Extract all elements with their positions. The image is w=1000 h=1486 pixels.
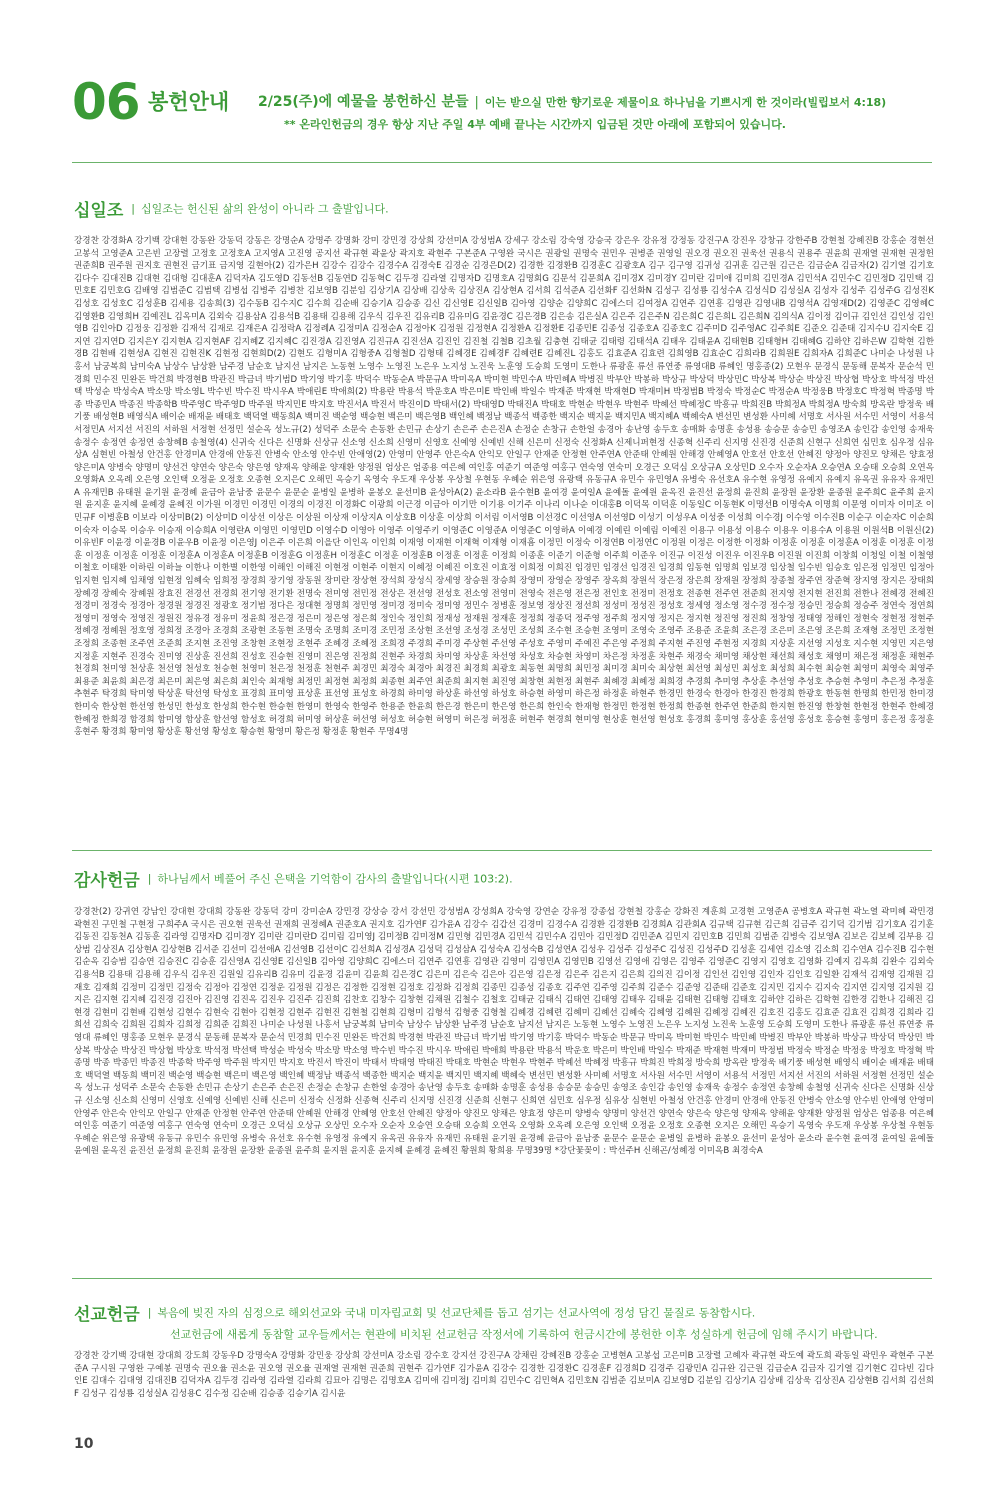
header-subtitle	[258, 91, 886, 111]
mission-names-list: 강경찬 강기백 강대현 강대희 강도희 강동우D 강명숙A 강명화 강민웅 강상희 강선미A 강소림 강수호 강지선 강진구A 강채린 강혜진B 강홍순 고병현A 고봉섭 고은미B 고장렬 고혜자 곽규현 곽도예 곽도희 곽동일 곽민우 곽현주 구본준A 구시원 구영완 구예봉 권명숙 권오율 권소윤 권오영 권오율 권재열 권재현 권준희 권현주 김가연F 김가윤A 김강수 김경한 김경환C 김경훈F 김경희D 김경주 김광민A 김규완 김근원 김금순A 김금자 김기열 김기현C 김다빈 김다인E 김대수 김대영 김대진B 김덕자A 김두경 김라영 김라열 김라희 김묘아 김명은 김명호A 김미애 김미정J 김미희 김민수C 김민혁A 김민호N 김범준 김보미A 김보영D 김분임 김상기A 김상배 김상욱 김상진A 김상현B 김서희 김선희F 김성구 김성룡 김성실A 김성용C 김수정 김순배 김승종 김승기A 김시윤	[74, 1351, 934, 1399]
bible-verse: 이는 받으실 만한 향기로운 제물이요 하나님을 기쁘시게 한 것이라(빌립보서 4:18)	[484, 96, 887, 109]
page-header	[72, 72, 952, 142]
thanks-description: 하나님께서 베풀어 주신 은택을 기억함이 감사의 출발입니다(시편 103:2).	[157, 872, 513, 886]
thanks-names-list: 강경찬(2) 강귀연 강남인 강대현 강대희 강동완 강동덕 강미 강미순A 강민경 강상승 강서 강선민 강성범A 강성희A 강숙영 강연순 강유정 강종섭 강현철 강홍순 강화진 계훈희 고경현 고영준A 공병호A 곽규현 곽노열 곽미혜 곽민경 곽현진 구민철 구현정 구희주A 국시은 권오현 권욱선 권재희 권정혜A 권준호A 권지호 김가연F 김가윤A 김강수 김갑선 김경미 김경수A 김경환 김경환B 김경희A 김관회A 김규택 김규현 김근희 김금주 김기덕 김기범 김기호A 김기훈 김동진 김동천A 김동훈 김라영 김명자D 김미경Y 김미란 김미란D 김미림 김미영J 김미정B 김미정M 김민형 김민경A 김민석 김민수A 김민아 김민정D 김민준A 김민지 김민호B 김민희 김범준 김병숙 김보영A 김보은 김보혜 김부용 김상범 김상진A 김상현A 김상현B 김서준 김선미 김선애A 김선영B 김선이C 김선희A 김성경A 김성덕 김성삼A 김성숙A 김성숙B 김성연A 김성우 김성주 김성주C 김성진 김성주D 김성훈 김세연 김소영 김소희 김수연A 김수진B 김수현 김순옥 김승범 김승연 김승진C 김승훈 김신영A 김신영E 김신일B 김아영 김양희C 김에스더 김연주 김연흥 김영관 김영미 김영민A 김영민B 김영선 김영애 김영은 김영주 김영준C 김영지 김영호 김영화 김예지 김옥희 김완수 김외숙 김용석B 김용태 김용해 김우식 김우진 김원일 김유리B 김유미 김윤경 김윤미 김윤희 김은경C 김은미 김은숙 김은아 김은영 김은정 김은주 김은지 김은희 김의진 김이정 김인선 김인영 김인자 김인호 김일환 김재석 김재영 김재원 김재호 김재희 김정미 김정민 김정숙 김정아 김정연 김정운 김정원 김정은 김정한 김정현 김정호 김정화 김정희 김종민 김종성 김종호 김주연 김주영 김주희 김준수 김준영 김준태 김준호 김지민 김지수 김지숙 김지연 김지영 김지원 김지은 김지현 김지혜 김진경 김진아 김진영 김진옥 김진우 김진주 김진희 김찬호 김창수 김창현 김채원 김철수 김철호 김태균 김태식 김태연 김태영 김태우 김태윤 김태현 김태형 김태호 김하얀 김하은 김학현 김한경 김한나 김해진 김현경 김현미 김현배 김현성 김현수 김현숙 김현아 김현정 김현주 김현진 김현철 김현희 김형미 김형석 김형중 김형철 김혜경 김혜련 김혜미 김혜선 김혜숙 김혜영 김혜원 김혜정 김혜진 김호진 김홍도 김효준 김효진 김희경 김희라 김희선 김희숙 김희원 김희자 김희정 김희준 김희진 나미순 나성원 나홍서 남궁복희 남미숙 남상수 남상환 남주경 남순호 남지선 남지은 노동현 노영수 노영진 노은우 노지성 노진욱 노훈영 도승희 도영미 도한나 류광훈 류선 류연중 류영대 류혜인 명홍종 모현우 문경식 문동해 문복자 문순석 민경희 민수진 민완돈 박건희 박경현 박관진 박금녀 박기범 박기영 박기홍 박덕수 박동순 박문규 박미옥 박미현 박민수 박민혜 박병진 박부안 박봉하 박상규 박상덕 박상민 박상복 박상순 박상진 박상협 박상호 박석정 박선택 박성순 박성숙 박소망 박소영 박수빈 박수진 박시우 박애린 박애희 박용란 박용석 박운호 박은미 박인배 박일수 박재준 박재현 박재미 박정범 박정숙 박정순 박정웅 박정호 박정혁 박종명 박종 박종민 박종진 박종학 박주영 박주원 박지민 박지호 박진서 박진이 박태서 박태영 박태진 박태호 박현순 박현우 박현주 박혜선 박혜정 박흥규 박희진 박희정 방숙희 방옥란 방정욱 배기풍 배성현 배영식 배이순 배재윤 배태호 백덕열 백동희 백미진 백순영 백승현 백은미 백은영 백인혜 백정남 백종석 백종한 백지순 백지윤 백지민 백지혜 백혜숙 변선민 변성환 사미혜 서명호 서사원 서수민 서영이 서용석 서정민 서지선 서진의 서하원 서정현 선정민 설순옥 성노규 성덕주 소문숙 손동환 손민규 손상기 손은주 손은진 손정순 손창규 손한얼 송경아 송난영 송두호 송매화 송명훈 송성용 송승문 송승민 송영조 송인감 송인영 송재욱 송정수 송정연 송창혜 송철영 신귀숙 신다은 신명화 신상규 신소영 신소희 신영미 신영호 신예영 신예빈 신해 신은미 신정숙 신정화 신종혁 신주리 신지명 신진경 신준희 신현구 신희연 심민호 심우정 심유상 심현빈 아철성 안건홍 안경미 안경애 안동진 안병숙 안소영 안수빈 안애영 안영미 안영주 안은숙 안익모 안일구 안재준 안정현 안주연 안준태 안혜원 안해경 안혜영 안호선 안혜진 양정아 양진모 양채은 양효정 양은미 양병숙 양명미 양선건 양연숙 양은숙 양은영 양재옥 양해윤 양재환 양정원 엄상은 엄종용 여은혜 여인홍 여준기 여준영 여홍구 연숙영 연숙미 오경근 오덕심 오상규 오상민 오수자 오순자 오승연 오승태 오승희 오연옥 오영화 오옥례 오은영 오인택 오정윤 오정호 오종현 오지은 오해민 옥승기 옥영숙 우도재 우상봉 우상철 우현동 우혜순 위은영 유광택 유동규 유민수 유민영 유병숙 유선호 유수현 유영정 유예지 유옥권 유유자 유재민 유태원 윤기원 윤경혜 윤금아 윤남중 윤문수 윤문순 윤병일 윤병하 윤봉오 윤선미 윤성아 윤소라 윤수현 윤여경 윤여일 윤예돌 윤예원 윤옥진 윤진선 윤정희 윤진희 윤장원 윤장환 윤종원 윤주희 윤지원 윤지훈 윤지혜 윤혜경 윤혜진 황원희 황희용 무명39명 *강단꽃꽂이 : 박선주H 신해곤/성혜정 이미옥B 최경숙A	[74, 907, 934, 1157]
page-number: 10	[74, 1436, 94, 1452]
mission-description-2: 선교헌금에 새롭게 동참할 교우들께서는 현관에 비치된 선교헌금 작정서에 기록하여 헌금시간에 봉헌한 이후 성실하게 헌금에 임해 주시기 바랍니다.	[170, 1328, 878, 1341]
mission-heading	[74, 1300, 755, 1325]
tithe-heading	[74, 196, 389, 221]
mission-title: 선교헌금	[74, 1305, 140, 1325]
tithe-description: 십일조는 헌신된 삶의 완성이 아니라 그 출발입니다.	[141, 202, 389, 216]
divider	[72, 162, 932, 163]
section-title: 봉헌안내	[148, 90, 230, 114]
thanks-title: 감사헌금	[74, 871, 140, 891]
separator: |	[147, 1306, 152, 1319]
separator: |	[131, 202, 135, 215]
tithe-names-list: 강경찬 강경화A 강기백 강대현 강동완 강동덕 강동은 강명순A 강명주 강명화 강미 강민경 강상희 강선미A 강성범A 강세구 강소림 강숙영 강승국 강은우 강유정 강정동 강진구A 강진우 강창규 강한주B 강현철 강혜진B 강홍순 경현선 고봉석 고영준A 고은빈 고장렬 고정호 고정호A 고지영A 고진영 공지선 곽규현 곽윤상 곽지호 곽현주 구본준A 구영완 국시은 권광일 권명숙 권민우 권병준 권영일 권오경 권오진 권욱선 권용식 권용주 권윤희 권재열 권재현 권정헌 권준희B 권주원 권지호 권현진 금기표 금지영 길현아(2) 김가은H 김강수 김강수 김경수A 김경숙E 김경순 김경은D(2) 김경한 김경환B 김경훈C 김광호A 김구 김구영 김귀성 김귀훈 김근원 김근은 김금순A 김금자(2) 김기열 김기호 김다수 김대진B 김대현 김대형 김대훈A 김덕자A 김도영D 김동선B 김동연D 김동혁C 김두경 김라열 김명자D 김명호A 김명회G 김문석 김문희A 김미경X 김미경Y 김미란 김미애 김미희 김민경A 김민석A 김민수C 김민정D 김민택 김민호E 김민호G 김배영 김범준C 김범택 김병섭 김병주 김병찬 김보영B 김분임 김상기A 김상배 김상욱 김상진A 김상현A 김서희 김석준A 김선화F 김선화N 김성구 김성룡 김성수A 김성식D 김성실A 김성자 김성주 김성주G 김성진K 김성호 김성호C 김성훈B 김세용 김송희(3) 김수동B 김수지C 김수희 김순배 김승기A 김승종 김신 김신영E 김신일B 김아영 김양순 김양희C 김에스더 김여정A 김연주 김연흥 김영관 김영내B 김영석A 김영재D(2) 김영준C 김영혜C 김영환B 김영희H 김예진L 김옥미A 김외숙 김용삼A 김용석B 김용태 김용해 김우식 김우진 김유리B 김유미G 김윤경C 김은경B 김은송 김은실A 김은주 김은주N 김은희C 김은희L 김은희N 김의식A 김이정 김이규 김인선 김인성 김인영B 김인아D 김정웅 김정환 김재석 김재로 김재은A 김정락A 김정례A 김정미A 김정순A 김정아K 김정원 김정현A 김정환A 김정환E 김종민E 김종성 김종호A 김종호C 김주미D 김주영AC 김주희E 김준오 김준태 김지수U 김지숙E 김지연 김지연D 김지은Y 김지현A 김지현AF 김지혜Z 김지혜C 김진경A 김진영A 김진규A 김진선A 김진인 김진철 김철B 김초월 김충현 김태균 김태령 김태석A 김태우 김태윤A 김태현B 김태형H 김태혜G 김하얀 김하은W 김학현 김한경B 김현배 김현성A 김현진 김현진K 김현정 김현희D(2) 김현도 김형미A 김형중A 김형철D 김형태 김혜경E 김혜경F 김혜련E 김혜진L 김홍도 김효준A 김효련 김희영B 김효순C 김희라B 김희원E 김희자A 김희준C 나미순 나성원 나홍서 남궁복희 남미숙A 남상수 남상환 남주경 남순호 남지선 남지은 노동현 노영수 노영진 노은우 노지성 노진욱 노훈영 도승희 도영미 도한나 류광훈 류선 류연중 류영대B 류혜인 명홍종(2) 모현우 문경식 문동해 문복자 문순석 민경희 민수진 민완돈 박건희 박경현B 박관진 박금녀 박기범D 박기영 박기홍 박덕수 박동순A 박문규A 박미옥A 박미현 박민수A 박민혜A 박병진 박부안 박봉하 박상규 박상덕 박상민C 박상복 박상순 박상진 박상협 박상호 박석정 박선택 박성순 박성숙A 박소망 박소영L 박수빈 박수진 박시우A 박애린E 박애희(2) 박용란 박용석 박운호A 박은미E 박인배 박일수 박재준 박재현 박재현D 박재미H 박정범B 박정숙 박정순C 박정순A 박정웅B 박정호C 박정혁 박종명 박종 박종민A 박종진 박종학B 박주영C 박주영D 박주원 박지민E 박지호 박진서A 박진서 박진이D 박태서(2) 박태영D 박태진A 박태호 박현순 박현우 박현주 박혜선 박혜정C 박흥규 박희진B 박희정A 박희정A 방숙희 방옥란 방정욱 배기풍 배성현B 배영식A 배이순 배재윤 배태호 백덕열 백동희A 백미진 백순영 백승현 백은미 백은영B 백인혜 백정남 백종석 백종한 백지순 백지윤 백지민A 백지혜A 백혜숙A 변선민 변성환 사미혜 서명호 서사원 서수민 서영이 서용석 서정민A 서지선 서진의 서하원 서정현 선정민 설순옥 성노규(2) 성덕주 소문숙 손동환 손민규 손상기 손은주 손은진A 손정순 손창규 손한얼 송경아 송난영 송두호 송매화 송명훈 송성용 송승문 송승민 송영조A 송인감 송인영 송재욱 송정수 송정연 송정연 송창혜B 송철영(4) 신귀숙 신다은 신명화 신상규 신소영 신소희 신영미 신영호 신예영 신예빈 신해 신은미 신정숙 신정화A 신제니퍼현정 신종혁 신주리 신지명 신진경 신준희 신현구 신희연 심민호 심우정 심유상A 심현빈 아철성 안건홍 안경미A 안경애 안동진 안병숙 안소영 안수빈 안애영(2) 안영미 안영주 안은숙A 안익모 안일구 안재준 안정현 안주연A 안준태 안혜원 안해경 안혜영A 안호선 안호선 안혜진 양정아 양진모 양채은 양효정 양은미A 양병숙 양명미 양선건 양연숙 양은숙 양은영 양재옥 양해윤 양재환 양정원 엄상은 엄종용 여은혜 여인홍 여준기 여준영 여홍구 연숙영 연숙미 오경근 오덕심 오상규A 오상민D 오수자 오순자A 오승연A 오승태 오승희 오연옥 오영화A 오옥례 오은영 오인택 오정윤 오정호 오종현 오지은C 오해민 옥승기 옥영숙 우도재 우상봉 우상철 우현동 우혜순 위은영 유광택 유동규A 유민수 유민영A 유병숙 유선호A 유수현 유영정 유예지 유예지 유옥권 유유자 유재민A 유재민B 유태원 윤기원 윤경혜 윤금아 윤남중 윤문수 윤문순 윤병일 윤병하 윤봉오 윤선미B 윤성아A(2) 윤소라B 윤수현B 윤여경 윤여일A 윤예돌 윤예원 윤옥진 윤진선 윤정희 윤진희 윤장원 윤장환 윤종원 윤주희C 윤주희 윤지원 윤지훈 윤지혜 윤혜경 윤혜진 이가원 이경민 이경민 이경의 이경진 이경화C 이광희 이근경 이금아 이기만 이기용 이기주 이나리 이나순 이대홍B 이덕목 이덕훈 이동일C 이동현K 이명선B 이명숙A 이명희 이문영 이미자 이미조 이민규F 이병훈B 이보라 이상미B(2) 이상미D 이상선 이상은 이상원 이상재 이상지A 이상호B 이상훈 이상희 이서림 이서영B 이선경C 이선영A 이선영D 이성기 이성우A 이성중 이성희 이수경J 이수영 이수진B 이순구 이순자C 이순희 이숙자 이승목 이승우 이승재 이승희A 이영란A 이영민 이영민D 이영수D 이영아 이영주 이영주키 이영준C 이영준A 이영준C 이영하A 이예경 이예린 이예림 이예진 이용구 이용성 이용수 이용우 이용수A 이용원 이원석B 이원신(2) 이유빈F 이윤경 이윤경B 이윤우B 이윤정 이은영J 이은주 이은희 이을단 이인옥 이인희 이재영 이재현 이재혁 이재형 이재흠 이정민 이정숙 이정연B 이정연C 이정원 이정은 이정한 이정화 이정훈 이정훈 이정훈A 이정훈 이정훈 이정훈 이정훈 이정훈 이정훈 이정훈A 이정훈A 이정훈B 이정훈G 이정훈H 이정훈C 이정훈 이정훈B 이정훈 이정훈 이정희 이종훈 이준기 이준형 이주희 이준우 이진규 이진성 이진우 이진우B 이진원 이진희 이창희 이청일 이철 이철영 이철호 이태환 이하린 이하늘 이한나 이한별 이한영 이해인 이해진 이현정 이현주 이현지 이혜정 이혜진 이호진 이효정 이희정 이희진 임경민 임경선 임경진 임경희 임동현 임명희 임보경 임상철 임수빈 임승호 임은정 임정민 임정아 임지현 임지혜 임채영 임현정 임혜숙 임희정 장경희 장기영 장동원 장미란 장상현 장석희 장성식 장세영 장승원 장승희 장영미 장영순 장영주 장옥희 장원석 장은정 장은희 장재원 장정희 장종철 장주연 장준혁 장지영 장지은 장태희 장혜경 장혜숙 장혜원 장효진 전경선 전경희 전기영 전기환 전명숙 전미영 전민정 전상은 전선영 전성호 전소영 전영미 전영숙 전은영 전은정 전인호 전정미 전정호 전종현 전주연 전준희 전지영 전지현 전진희 전한나 전혜경 전혜진 정경미 정경숙 정경아 정경원 정경진 정광호 정기범 정다은 정대현 정명희 정민영 정미경 정미숙 정미영 정민수 정병훈 정보영 정상진 정선희 정성미 정성진 정성호 정세영 정소영 정수경 정수정 정승민 정승희 정승주 정연숙 정연희 정영미 정영숙 정영진 정원진 정유경 정유미 정윤희 정은경 정은미 정은영 정은희 정인숙 정인희 정재성 정재원 정재훈 정정희 정종덕 정주영 정주희 정지영 정지은 정지현 정진영 정진희 정창영 정태영 정해인 정현숙 정현정 정현주 정혜경 정혜원 정호영 정희정 조경아 조경희 조광현 조동현 조명숙 조명희 조미경 조민정 조상현 조선영 조성경 조성민 조성희 조수현 조승현 조영미 조영숙 조영주 조용준 조윤희 조은경 조은미 조은영 조은희 조재형 조정민 조정현 조정희 조종현 조주연 조준희 조지현 조진영 조창현 조현정 조현주 조혜경 조혜정 조희경 주경희 주미경 주상현 주선영 주성호 주영미 주예진 주은영 주정희 주지현 주진영 주현정 지경희 지상훈 지선영 지성호 지수현 지영민 지은영 지정훈 지현주 진경숙 진미영 진상훈 진선희 진성호 진승현 진영미 진은영 진정희 진현주 차경희 차미영 차상훈 차선영 차성호 차승현 차영미 차은정 차정훈 차현주 채경숙 채미영 채상현 채선희 채성호 채영미 채은정 채정훈 채현주 천경희 천미영 천상훈 천선영 천성호 천승현 천영미 천은정 천정훈 천현주 최경민 최경숙 최경아 최경진 최경희 최광호 최동현 최명희 최민정 최미경 최미숙 최상현 최선영 최성민 최성호 최성희 최수현 최승현 최영미 최영숙 최영주 최용준 최윤희 최은경 최은미 최은영 최은희 최인숙 최재형 최정민 최정현 최정희 최종현 최주연 최준희 최지현 최진영 최창현 최현정 최현주 최혜경 최혜정 최희경 추경희 추미영 추상훈 추선영 추성호 추승현 추영미 추은정 추정훈 추현주 탁경희 탁미영 탁상훈 탁선영 탁성호 표경희 표미영 표상훈 표선영 표성호 하경희 하미영 하상훈 하선영 하성호 하승현 하영미 하은정 하정훈 하현주 한경민 한경숙 한경아 한경진 한경희 한광호 한동현 한명희 한민정 한미경 한미숙 한상현 한선영 한성민 한성호 한성희 한수현 한승현 한영미 한영숙 한영주 한용준 한윤희 한은경 한은미 한은영 한은희 한인숙 한재형 한정민 한정현 한정희 한종현 한주연 한준희 한지현 한진영 한창현 한현정 한현주 한혜경 한혜정 한희경 함경희 함미영 함상훈 함선영 함성호 허경희 허미영 허상훈 허선영 허성호 허승현 허영미 허은정 허정훈 허현주 현경희 현미영 현상훈 현선영 현성호 홍경희 홍미영 홍상훈 홍선영 홍성호 홍승현 홍영미 홍은정 홍정훈 홍현주 황경희 황미영 황상훈 황선영 황성호 황승현 황영미 황은정 황정훈 황현주 무명4명	[74, 236, 934, 738]
section-number: 06	[72, 73, 140, 131]
divider	[72, 850, 932, 851]
separator: |	[147, 872, 152, 885]
divider	[72, 1278, 932, 1279]
separator: |	[474, 95, 479, 110]
thanks-heading	[74, 866, 513, 891]
offering-date-text: 2/25(주)에 예물을 봉헌하신 분들	[258, 94, 469, 110]
tithe-title: 십일조	[74, 201, 124, 221]
mission-description: 복음에 빚진 자의 심정으로 해외선교와 국내 미자립교회 및 선교단체를 돕고 섬기는 선교사역에 정성 담긴 물질로 동참합시다.	[157, 1306, 756, 1320]
online-offering-note: ** 온라인헌금의 경우 항상 지난 주일 4부 예배 끝나는 시간까지 입금된 것만 아래에 포함되어 있습니다.	[284, 118, 786, 131]
